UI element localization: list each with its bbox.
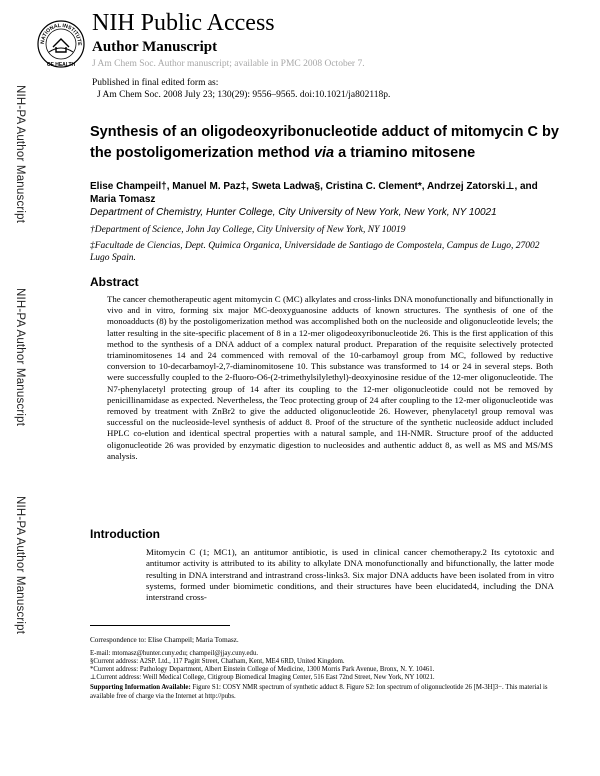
nih-seal-logo <box>36 14 86 70</box>
availability-note: J Am Chem Soc. Author manuscript; available in PMC 2008 October 7. <box>92 59 365 69</box>
footnote-divider <box>90 625 230 626</box>
author-list: Elise Champeil†, Manuel M. Paz‡, Sweta Ladwa§, Cristina C. Clement*, Andrzej Zatorski⊥, and Maria Tomasz <box>90 181 538 205</box>
abstract-heading: Abstract <box>90 275 139 289</box>
footnote-address: *Current address: Pathology Department, Albert Einstein College of Medicine, 1300 Morris Park Avenue, Bronx, N. Y. 10461. <box>90 666 435 673</box>
title-part: a triamino mitosene <box>334 145 476 161</box>
introduction-body: Mitomycin C (1; MC1), an antitumor antibiotic, is used in clinical cancer chemotherapy.2 Its cytotoxic and antitumor activity is attributed to its ability to alkylate DNA monofunctionally and bifunctionally, the latter mode resulting in DNA interstrand and intrastrand cross-links3. Six major DNA adducts have been isolated from in vitro systems, formed under biomimetic conditions, and their structures have been elucidated4, including the DNA interstrand cross- <box>146 547 554 603</box>
correspondence-note: Correspondence to: Elise Champeil; Maria Tomasz. <box>90 636 239 644</box>
footnote-address: §Current address: A2SP. Ltd., 117 Pagitt Street, Chatham, Kent, ME4 6RD, United Kingdom. <box>90 658 345 665</box>
article-title <box>90 122 570 164</box>
sidebar-label: NIH-PA Author Manuscript <box>14 287 26 427</box>
svg-text:OF HEALTH: OF HEALTH <box>46 62 76 68</box>
journal-citation: J Am Chem Soc. 2008 July 23; 130(29): 9556–9565. doi:10.1021/ja802118p. <box>97 90 391 100</box>
header-title: NIH Public Access <box>92 10 275 36</box>
footnote-address: ⊥Current address: Weill Medical College, Citigroup Biomedical Imaging Center, 516 East 72nd Street, New York, NY 10021. <box>90 674 435 681</box>
sidebar-watermark-1 <box>6 84 34 224</box>
abstract-body: The cancer chemotherapeutic agent mitomycin C (MC) alkylates and cross-links DNA monofunctionally and bifunctionally in vivo and in vitro, forming six major MC-deoxyguanosine adducts of known structures. The synthesis of one of the monoadducts (8) by the postoligomerization method was accomplished both on the nucleoside and oligonucleotide levels; the latter resulting in the site-specific placement of 8 in a 12-mer oligodeoxyribonucleotide 26. This is the first application of this method to the synthesis of a DNA adduct of a complex natural product. Preparation of the requisite selectively protected triaminomitosenes 14 and 24 commenced with removal of the 10-carbamoyl group from MC, followed by reductive conversion to 10-decarbamoyl-2,7-diaminomitosene 10. This substance was transformed to 14 or 24 in several steps. Both were successfully coupled to the 2-fluoro-O6-(2-trimethylsilylethyl)-deoxyinosine residue of the 12-mer oligonucleotide. The N7-phenylacetyl protecting group of 14 after its coupling to the 12-mer oligonucleotide could not be removed by penicillinamidase as expected. Nevertheless, the Teoc protecting group of 24 after coupling to the 12-mer oligonucleotide was removed by treatment with ZnBr2 to give the adducted oligonucleotide 26. However, phenylacetyl group removal was successful on the nucleoside-level synthesis of adduct 8. Proof of the structure of the synthetic nucleoside adduct included HPLC co-elution and identical spectral properties with a natural sample, and 1H-NMR. Structure proof of the adducted oligonucleotide 26 was provided by enzymatic digestion to nucleosides and authentic adduct 8, as well as MS and MS/MS analysis. <box>107 294 553 461</box>
sidebar-watermark-3 <box>6 495 34 635</box>
sidebar-label: NIH-PA Author Manuscript <box>14 84 26 224</box>
title-part: Synthesis of an oligodeoxyribonucleotide adduct of mitomycin C by the postoligomerization method <box>90 124 559 161</box>
footnote-email: E-mail: mtomasz@hunter.cuny.edu; champeil@jjay.cuny.edu. <box>90 650 259 657</box>
title-via: via <box>313 145 335 161</box>
support-label: Supporting Information Available: <box>90 684 191 691</box>
header-subtitle: Author Manuscript <box>92 39 218 55</box>
support-text: Figure S1: COSY NMR spectrum of synthetic adduct 8. Figure S2: Ion spectrum of oligonucleotide 26 [M-3H]3−. This material is available free of charge via the Internet at http://pubs. <box>90 684 548 700</box>
sidebar-watermark-2 <box>6 287 34 427</box>
affiliation-santiago: ‡Facultade de Ciencias, Dept. Quimica Organica, Universidade de Santiago de Compostela, Campus de Lugo, 27002 Lugo Spain. <box>90 241 540 263</box>
department-affiliation: Department of Chemistry, Hunter College, City University of New York, New York, NY 10021 <box>90 207 497 218</box>
svg-text:NATIONAL INSTITUTES: NATIONAL INSTITUTE <box>39 22 83 46</box>
introduction-heading: Introduction <box>90 527 160 541</box>
sidebar-label: NIH-PA Author Manuscript <box>14 495 26 635</box>
published-label: Published in final edited form as: <box>92 78 219 88</box>
affiliation-john-jay: †Department of Science, John Jay College, City University of New York, NY 10019 <box>90 225 406 235</box>
supporting-information <box>90 684 560 701</box>
